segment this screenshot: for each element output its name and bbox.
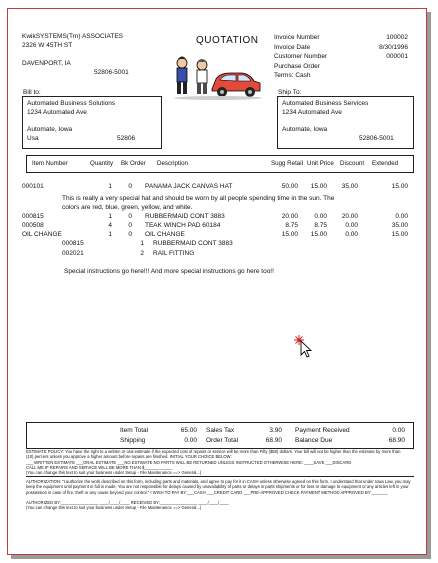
shipping-label: Shipping	[120, 437, 146, 444]
col-bk-order: Bk Order	[121, 160, 146, 167]
invoice-number: 100002	[386, 34, 408, 41]
row4-disc: 0.00	[345, 231, 358, 238]
estimate-policy-line: (You can change this text to suit your business under Setup - File Maintenance ==> General...)	[26, 470, 202, 476]
mechanic-car-illustration	[168, 53, 263, 101]
row3-qty: 4	[108, 222, 112, 229]
ship-to-line2: 1234 Automated Ave	[282, 109, 342, 116]
estimate-policy-line: ___ WRITTEN ESTIMATE ___ORAL ESTIMATE ___NO ESTIMATE NO PARTS WILL BE RETURNED UNLESS INSTRUCTED OTHERWISE HERE: ____SAVE ___DISCARD	[26, 459, 352, 465]
row1-unit: 15.00	[310, 183, 327, 190]
row1-desc: PANAMA JACK CANVAS HAT	[145, 183, 233, 190]
row3-item: 000508	[22, 222, 44, 229]
estimate-policy	[26, 449, 414, 475]
estimate-policy-line: (10) percent unless you approve a higher amount before repairs are finished. INITIAL YOUR CHOICE BELOW:	[26, 454, 232, 460]
row3-unit: 8.75	[314, 222, 327, 229]
row4-item: OIL CHANGE	[22, 231, 62, 238]
row2-item: 000815	[22, 213, 44, 220]
sales-tax: 3.90	[269, 427, 282, 434]
subitem1-item: 000815	[62, 240, 84, 247]
row3-sugg: 8.75	[285, 222, 298, 229]
company-zip: 52806-5001	[94, 69, 129, 76]
payment-received-label: Payment Received	[295, 427, 350, 434]
invoice-date-label: Invoice Date	[274, 43, 311, 51]
estimate-policy-line: CALL ME IF REPAIRS AND SERVICE WILL BE MORE THAN $____________	[26, 464, 173, 470]
estimate-policy-line: ESTIMATE POLICY: You have the right to a written or oral estimate if the expected cost of repairs or service will be more than Fifty ($50) dollars. Your bill will not be higher than the estimate by more than	[26, 449, 401, 454]
item-note-line1: This is really a very special hat and should be worn by all people spending time in the sun. The	[62, 195, 335, 202]
policy-divider	[26, 476, 414, 477]
invoice-values	[348, 33, 408, 62]
bill-to-box	[22, 96, 162, 149]
customer-number-label: Customer Number	[274, 53, 328, 60]
col-unit-price: Unit Price	[307, 160, 334, 167]
row4-qty: 1	[108, 231, 112, 238]
row3-desc: TEAK WINCH PAD 60184	[145, 222, 221, 229]
bill-to-zip: 52806	[117, 135, 136, 142]
col-extended: Extended	[372, 160, 399, 167]
subitem1-qty: 1	[140, 240, 144, 247]
col-description: Description	[157, 160, 188, 167]
invoice-date: 8/30/1996	[379, 43, 408, 51]
row1-disc: 35.00	[341, 183, 358, 190]
row4-sugg: 15.00	[281, 231, 298, 238]
ship-to-label: Ship To:	[278, 89, 302, 96]
company-name: KwikSYSTEMS(Tm) ASSOCIATES	[22, 33, 124, 40]
row1-sugg: 50.00	[281, 183, 298, 190]
col-discount: Discount	[340, 160, 365, 167]
row3-disc: 0.00	[345, 222, 358, 229]
company-city: DAVENPORT, IA	[22, 60, 71, 67]
payment-received: 0.00	[392, 427, 405, 434]
row2-bk: 0	[128, 213, 132, 220]
col-sugg-retail: Sugg Retail	[271, 160, 303, 167]
invoice-labels	[274, 33, 327, 81]
company-street: 2326 W 45TH ST	[22, 42, 73, 49]
authorization-line: (You can change this text to suit your business under Setup - File Maintenance ==> General...)	[26, 505, 202, 511]
ship-to-box	[277, 96, 414, 149]
row4-ext: 15.00	[391, 231, 408, 238]
customer-number: 000001	[386, 53, 408, 60]
sales-tax-label: Sales Tax	[206, 427, 235, 434]
totals-box	[26, 422, 414, 449]
shipping: 0.00	[184, 437, 197, 444]
order-total: 68.90	[265, 437, 282, 444]
row2-desc: RUBBERMAID CONT 3883	[145, 213, 225, 220]
bill-to-line3: Automate, Iowa	[27, 126, 73, 133]
terms-value: Cash	[295, 72, 311, 79]
col-item-number: Item Number	[32, 160, 68, 167]
row4-unit: 15.00	[310, 231, 327, 238]
row1-bk: 0	[128, 183, 132, 190]
authorization-line: AUTHORIZED BY:________________ ____/____/____ RECEIVED BY:________________ ____/____/____	[26, 500, 229, 506]
row4-bk: 0	[128, 231, 132, 238]
bill-to-label: Bill to:	[23, 89, 41, 96]
special-instructions: Special instructions go here!!! And more special instructions go here too!!	[64, 268, 274, 275]
row1-item: 000101	[22, 183, 44, 190]
ship-to-line1: Automated Business Services	[282, 100, 369, 107]
item-total: 65.00	[180, 427, 197, 434]
bill-to-line1: Automated Business Solutions	[27, 100, 116, 107]
invoice-number-label: Invoice Number	[274, 34, 320, 41]
row1-qty: 1	[108, 183, 112, 190]
bill-to-line2: 1234 Automated Ave	[27, 109, 87, 116]
balance-due-label: Balance Due	[295, 437, 333, 444]
quotation-page	[7, 8, 427, 555]
row4-desc: OIL CHANGE	[145, 231, 185, 238]
document-title: QUOTATION	[196, 35, 259, 46]
row2-unit: 0.00	[314, 213, 327, 220]
row1-ext: 15.00	[391, 183, 408, 190]
mouse-pointer-icon	[294, 334, 316, 358]
subitem2-desc: RAIL FITTING	[153, 250, 195, 257]
row2-ext: 0.00	[395, 213, 408, 220]
ship-to-line3: Automate, Iowa	[282, 126, 328, 133]
column-header-row	[26, 155, 414, 173]
item-note-line2: colors are red, blue, green, yellow, and white.	[62, 204, 193, 211]
row3-ext: 35.00	[391, 222, 408, 229]
order-total-label: Order Total	[206, 437, 239, 444]
row2-disc: 20.00	[341, 213, 358, 220]
bill-to-country: Usa	[27, 135, 39, 142]
row3-bk: 0	[128, 222, 132, 229]
authorization-line: AUTHORIZATION: "I authorize the work described on this form, including parts and materials, and agree to pay for it in CASH unless otherwise agreed on this form. I understand that under Iowa Law, you may	[26, 479, 411, 484]
subitem2-qty: 2	[140, 250, 144, 257]
subitem2-item: 002021	[62, 250, 84, 257]
authorization-line: keep the equipment until payment in full is made. You are not responsible for delays caused by unavailability of parts or delays in parts shipments or for loss or damage to equipment or any articles left in your	[26, 484, 409, 490]
row2-sugg: 20.00	[281, 213, 298, 220]
col-quantity: Quantity	[90, 160, 114, 167]
authorization-line: possession in case of fire, theft or any cause beyond your control." I WISH TO PAY BY:___CASH ___CREDIT CARD ___PRE-APPROVED CHECK PAYMENT METHOD APPROVED BY:_______	[26, 489, 388, 495]
ship-to-zip: 52806-5001	[359, 135, 394, 142]
authorization	[26, 479, 414, 511]
terms-label: Terms: Cash	[274, 72, 311, 79]
item-total-label: Item Total	[120, 427, 149, 434]
row2-qty: 1	[108, 213, 112, 220]
purchase-order-label: Purchase Order	[274, 62, 320, 70]
subitem1-desc: RUBBERMAID CONT 3883	[153, 240, 233, 247]
balance-due: 68.90	[388, 437, 405, 444]
